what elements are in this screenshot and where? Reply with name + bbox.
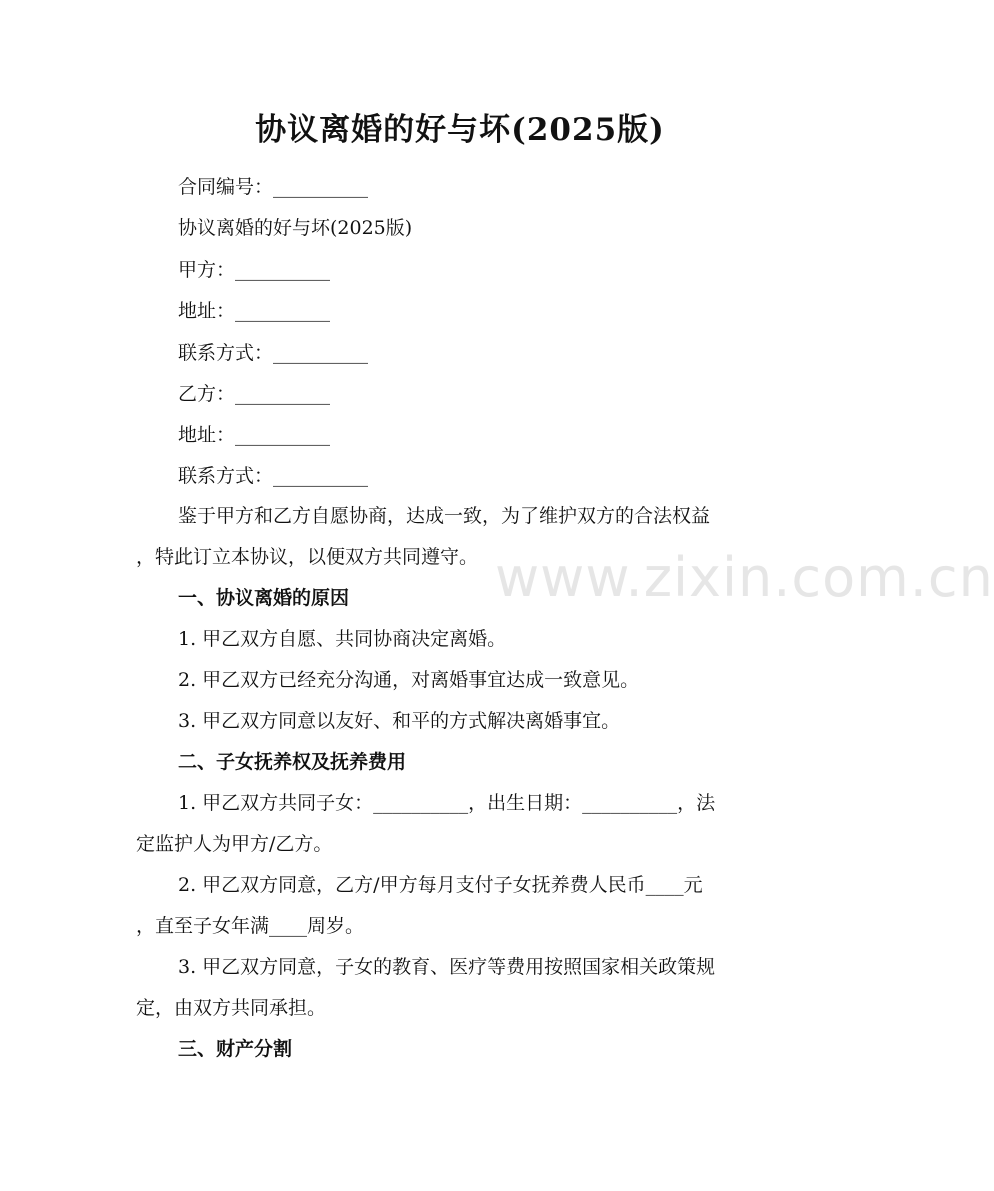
section-2-item-1-line-2: 定监护人为甲方/乙方。 (136, 833, 333, 855)
party-b-address-field: 地址：__________ (178, 424, 331, 446)
section-2-item-2-line-1: 2. 甲乙双方同意，乙方/甲方每月支付子女抚养费人民币____元 (178, 874, 703, 896)
section-heading-1: 一、协议离婚的原因 (178, 587, 350, 609)
preamble-line-2: ，特此订立本协议，以便双方共同遵守。 (136, 546, 479, 568)
preamble-line-1: 鉴于甲方和乙方自愿协商，达成一致，为了维护双方的合法权益 (178, 505, 711, 527)
section-2-item-1 (136, 790, 786, 857)
section-2-item-3-line-2: 定，由双方共同承担。 (136, 997, 327, 1019)
contract-number-field: 合同编号：__________ (178, 176, 369, 198)
section-1-item-2: 2. 甲乙双方已经充分沟通，对离婚事宜达成一致意见。 (178, 669, 640, 691)
section-2-item-2-line-2: ，直至子女年满____周岁。 (136, 915, 365, 937)
watermark: www.zixin.com.cn (495, 546, 994, 609)
section-2-item-3 (136, 954, 786, 1021)
section-2-item-1-line-1: 1. 甲乙双方共同子女：__________，出生日期：__________，法 (178, 792, 716, 814)
party-b-field: 乙方：__________ (178, 383, 331, 405)
preamble-paragraph (136, 503, 786, 570)
document-title: 协议离婚的好与坏(2025版) (255, 112, 665, 148)
section-heading-3: 三、财产分割 (178, 1038, 293, 1060)
agreement-name-line: 协议离婚的好与坏(2025版) (178, 217, 413, 239)
party-a-field: 甲方：__________ (178, 259, 331, 281)
section-heading-2: 二、子女抚养权及抚养费用 (178, 751, 407, 773)
section-1-item-3: 3. 甲乙双方同意以友好、和平的方式解决离婚事宜。 (178, 710, 621, 732)
party-a-address-field: 地址：__________ (178, 300, 331, 322)
section-2-item-3-line-1: 3. 甲乙双方同意，子女的教育、医疗等费用按照国家相关政策规 (178, 956, 716, 978)
party-a-contact-field: 联系方式：__________ (178, 342, 369, 364)
section-1-item-1: 1. 甲乙双方自愿、共同协商决定离婚。 (178, 628, 507, 650)
section-2-item-2 (136, 872, 786, 939)
party-b-contact-field: 联系方式：__________ (178, 465, 369, 487)
